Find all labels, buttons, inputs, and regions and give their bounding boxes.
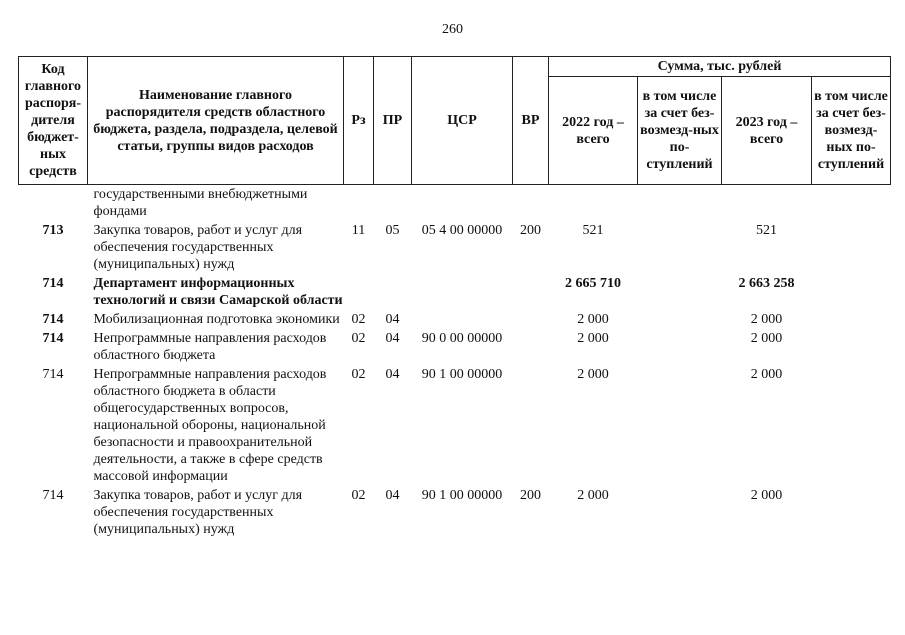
row-vr [513,364,549,485]
row-2022-free [638,364,722,485]
row-2022-total [549,185,638,221]
row-vr: 200 [520,223,541,238]
row-csr: 90 1 00 00000 [421,367,503,382]
row-2023-free [812,185,891,221]
row-2023-free [812,364,891,485]
row-csr [412,273,513,309]
row-code: 714 [42,331,64,346]
row-2023-total: 2 000 [750,312,783,327]
row-2023-free [812,309,891,328]
row-name: государственными внебюджетными фондами [93,187,308,219]
row-rz [344,273,374,309]
row-2022-total: 2 000 [577,331,609,346]
row-pr: 04 [385,488,400,503]
row-2022-free [638,220,722,273]
row-name: Закупка товаров, работ и услуг для обеспечения государственных (муниципальных) нужд [93,488,303,537]
row-2023-free [812,273,891,309]
row-name: Мобилизационная подготовка экономики [93,312,340,327]
row-2022-total: 2 000 [577,367,609,382]
row-vr [513,328,549,364]
row-csr: 90 1 00 00000 [421,488,503,503]
row-vr: 200 [520,488,541,503]
table-row [19,328,891,364]
row-pr [374,185,412,221]
header-pr: ПР [374,57,412,185]
row-rz: 02 [351,331,366,346]
header-2022-free: в том числе за счет без-возмезд-ных по-ступлений [638,77,722,185]
table-row [19,364,891,485]
header-csr: ЦСР [412,57,513,185]
header-2023-total: 2023 год – всего [722,77,812,185]
row-2022-free [638,485,722,538]
header-vr: ВР [513,57,549,185]
table-row [19,185,891,221]
header-2022-total: 2022 год – всего [549,77,638,185]
row-name: Департамент информационных технологий и связи Самарской области [93,276,343,308]
row-2023-free [812,328,891,364]
row-2023-total [722,185,812,221]
row-2023-total: 2 000 [750,367,783,382]
row-pr: 04 [385,331,400,346]
row-code: 714 [42,276,64,291]
row-pr: 05 [385,223,400,238]
header-code: Код главного распоря-дителя бюджет-ных средств [19,57,88,185]
row-2022-free [638,273,722,309]
row-2023-total: 2 663 258 [738,276,795,291]
row-rz: 02 [351,367,366,382]
row-pr: 04 [385,367,400,382]
row-name: Закупка товаров, работ и услуг для обеспечения государственных (муниципальных) нужд [93,223,303,272]
table-header [19,57,891,185]
row-2022-free [638,309,722,328]
row-csr: 05 4 00 00000 [421,223,503,238]
row-vr [513,309,549,328]
row-code: 713 [42,223,64,238]
row-code [19,185,88,221]
row-name: Непрограммные направления расходов областного бюджета [93,331,327,363]
row-2023-free [812,485,891,538]
row-vr [513,273,549,309]
row-pr: 04 [385,312,400,327]
row-2022-total: 521 [582,223,604,238]
header-2023-free: в том числе за счет без-возмезд-ных по-ступлений [812,77,891,185]
row-csr: 90 0 00 00000 [421,331,503,346]
row-2023-total: 2 000 [750,331,783,346]
table-row [19,220,891,273]
table-body [19,185,891,539]
row-csr [412,309,513,328]
header-sum: Сумма, тыс. рублей [549,57,891,77]
row-pr [374,273,412,309]
row-code: 714 [42,488,64,503]
budget-table [18,56,891,538]
row-2022-free [638,328,722,364]
table-row [19,309,891,328]
row-2023-free [812,220,891,273]
header-rz: Рз [344,57,374,185]
row-2022-total: 2 000 [577,488,609,503]
table-row [19,273,891,309]
row-2022-total: 2 665 710 [565,276,621,291]
row-rz: 02 [351,312,366,327]
row-2022-free [638,185,722,221]
table-row [19,485,891,538]
row-rz [344,185,374,221]
row-csr [412,185,513,221]
row-name: Непрограммные направления расходов областного бюджета в области общегосударственных вопросов, национальной обороны, национальной безопасности и правоохранительной деятельности, а также в сфере средств массовой информации [93,367,327,484]
row-2023-total: 2 000 [750,488,783,503]
row-code: 714 [42,312,64,327]
row-2023-total: 521 [756,223,777,238]
row-rz: 11 [351,223,366,238]
row-code: 714 [42,367,64,382]
header-name: Наименование главного распорядителя средств областного бюджета, раздела, подраздела, целевой статьи, группы видов расходов [88,57,344,185]
row-vr [513,185,549,221]
row-2022-total: 2 000 [577,312,609,327]
page-number: 260 [442,22,463,37]
row-rz: 02 [351,488,366,503]
